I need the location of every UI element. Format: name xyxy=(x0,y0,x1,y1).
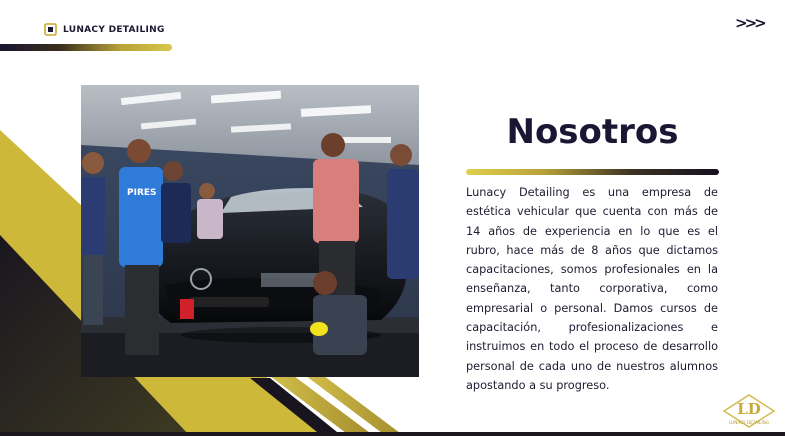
brand xyxy=(44,23,165,36)
about-paragraph: Lunacy Detailing es una empresa de estética vehicular que cuenta con más de 14 años de experiencia en lo que es el rubro, hace más de 8 años que dictamos capacitaciones, somos profesionales en la enseñanza, tanto corporativa, como empresarial o personal. Damos cursos de capacitación, profesionalizaciones e instruimos en todo el proceso de desarrollo personal de cada uno de nuestros alumnos apostando a su progreso. xyxy=(466,186,718,392)
logo-name: LUNACY DETAILING xyxy=(729,420,769,425)
team-photo xyxy=(81,85,419,377)
section-title: Nosotros xyxy=(506,112,679,152)
title-underline xyxy=(466,169,719,175)
brand-name: LUNACY DETAILING xyxy=(63,24,165,35)
ld-square-icon xyxy=(44,23,57,36)
bottom-border-line xyxy=(0,432,785,436)
lunacy-detailing-logo xyxy=(720,393,778,429)
shirt-text: PIRES xyxy=(127,188,157,198)
next-slide-arrows[interactable]: >>> xyxy=(735,14,764,32)
brand-underline xyxy=(0,44,172,51)
logo-monogram: LD xyxy=(737,400,761,418)
